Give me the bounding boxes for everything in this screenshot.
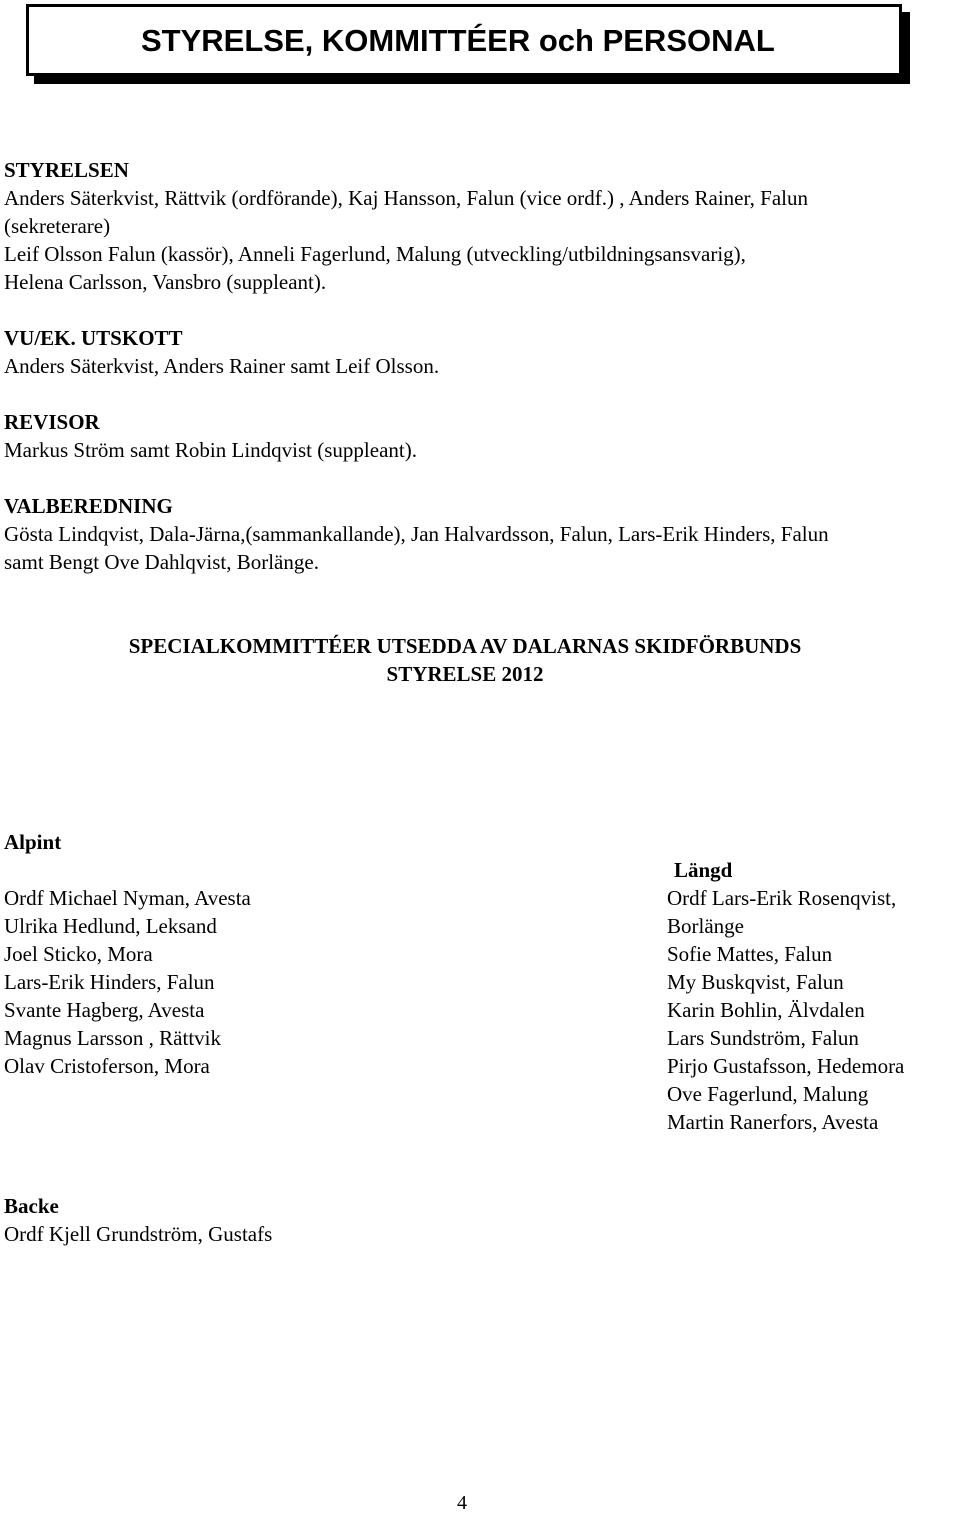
backe-heading: Backe (4, 1194, 59, 1218)
langd-list (667, 884, 904, 1136)
styrelsen-heading: STYRELSEN (4, 158, 129, 182)
list-item: Ordf Lars-Erik Rosenqvist, (667, 886, 897, 910)
valberedning-line: samt Bengt Ove Dahlqvist, Borlänge. (4, 550, 319, 574)
special-heading-line2: STYRELSE 2012 (386, 662, 544, 686)
list-item: Borlänge (667, 914, 744, 938)
valberedning-line: Gösta Lindqvist, Dala-Järna,(sammankallande), Jan Halvardsson, Falun, Lars-Erik Hinders, Falun (4, 522, 829, 546)
list-item: Svante Hagberg, Avesta (4, 998, 205, 1022)
list-item: Ordf Michael Nyman, Avesta (4, 886, 251, 910)
list-item: Joel Sticko, Mora (4, 942, 153, 966)
list-item: Pirjo Gustafsson, Hedemora (667, 1054, 905, 1078)
list-item: Ove Fagerlund, Malung (667, 1082, 869, 1106)
styrelsen-line: Leif Olsson Falun (kassör), Anneli Fagerlund, Malung (utveckling/utbildningsansvarig), (4, 242, 746, 266)
list-item: Lars Sundström, Falun (667, 1026, 859, 1050)
valberedning-heading: VALBEREDNING (4, 494, 173, 518)
list-item: Olav Cristoferson, Mora (4, 1054, 210, 1078)
styrelsen-line: Helena Carlsson, Vansbro (suppleant). (4, 270, 327, 294)
vu-heading: VU/EK. UTSKOTT (4, 326, 183, 350)
styrelsen-line: Anders Säterkvist, Rättvik (ordförande), Kaj Hansson, Falun (vice ordf.) , Anders Rainer, Falun (4, 186, 808, 210)
backe-text: Ordf Kjell Grundström, Gustafs (4, 1222, 273, 1246)
page-number: 4 (457, 1492, 467, 1514)
list-item: Ulrika Hedlund, Leksand (4, 914, 217, 938)
alpint-heading: Alpint (4, 830, 62, 854)
list-item: Karin Bohlin, Älvdalen (667, 998, 865, 1022)
list-item: Sofie Mattes, Falun (667, 942, 833, 966)
alpint-list (4, 884, 251, 1080)
styrelsen-line: (sekreterare) (4, 214, 111, 238)
special-heading-line1: SPECIALKOMMITTÉER UTSEDDA AV DALARNAS SKIDFÖRBUNDS (128, 634, 802, 658)
page-title: STYRELSE, KOMMITTÉER och PERSONAL (141, 23, 775, 58)
langd-heading: Längd (674, 858, 733, 882)
title-box (26, 4, 902, 76)
list-item: My Buskqvist, Falun (667, 970, 844, 994)
revisor-heading: REVISOR (4, 410, 100, 434)
list-item: Lars-Erik Hinders, Falun (4, 970, 215, 994)
vu-text: Anders Säterkvist, Anders Rainer samt Leif Olsson. (4, 354, 440, 378)
revisor-text: Markus Ström samt Robin Lindqvist (suppleant). (4, 438, 417, 462)
list-item: Magnus Larsson , Rättvik (4, 1026, 221, 1050)
list-item: Martin Ranerfors, Avesta (667, 1110, 879, 1134)
